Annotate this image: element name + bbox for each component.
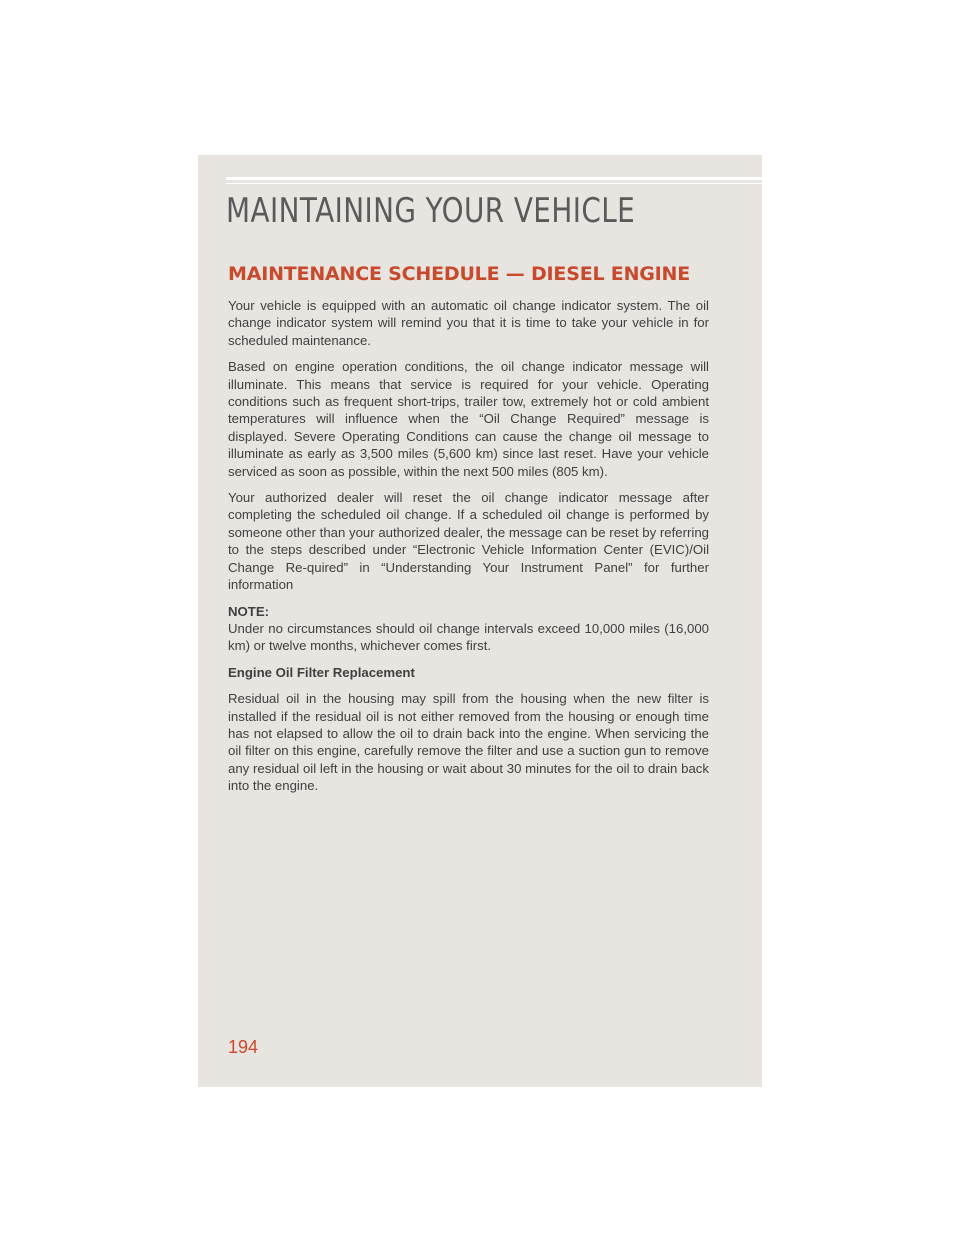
note-label: NOTE:: [228, 603, 270, 619]
paragraph-conditions: Based on engine operation conditions, the oil change indicator message will illuminate. This means that service is required for your vehicle. Operating conditions such as frequent short-trips, trailer tow, extremely hot or cold ambient temperatures will influence when the “Oil Change Required” message is displayed. Severe Operating Conditions can cause the change oil message to illuminate as early as 3,500 miles (5,600 km) since last reset. Have your vehicle serviced as soon as possible, within the next 500 miles (805 km).: [228, 359, 709, 479]
header-rule-thin: [226, 183, 762, 184]
content-body: [228, 263, 709, 804]
page-number: 194: [228, 1037, 259, 1057]
note-text: Under no circumstances should oil change intervals exceed 10,000 miles (16,000 km) or twelve months, whichever comes first.: [228, 620, 709, 654]
section-title: MAINTAINING YOUR VEHICLE: [226, 191, 636, 231]
filter-paragraph: Residual oil in the housing may spill from the housing when the new filter is installed if the residual oil is not either removed from the housing or enough time has not elapsed to allow the oil to drain back into the engine. When servicing the oil filter on this engine, carefully remove the filter and use a suction gun to remove any residual oil left in the housing or wait about 30 minutes for the oil to drain back into the engine.: [228, 691, 709, 794]
manual-page: [198, 155, 762, 1087]
header-rule: [226, 177, 762, 180]
paragraph-intro: Your vehicle is equipped with an automatic oil change indicator system. The oil change indicator system will remind you that it is time to take your vehicle in for scheduled maintenance.: [228, 298, 709, 348]
section-heading: MAINTENANCE SCHEDULE — DIESEL ENGINE: [228, 263, 691, 285]
subheading: Engine Oil Filter Replacement: [228, 664, 415, 680]
paragraph-reset: Your authorized dealer will reset the oil change indicator message after completing the scheduled oil change. If a scheduled oil change is performed by someone other than your authorized dealer, the message can be reset by referring to the steps described under “Electronic Vehicle Information Center (EVIC)/Oil Change Re-quired” in “Understanding Your Instrument Panel” for further information: [228, 490, 709, 593]
